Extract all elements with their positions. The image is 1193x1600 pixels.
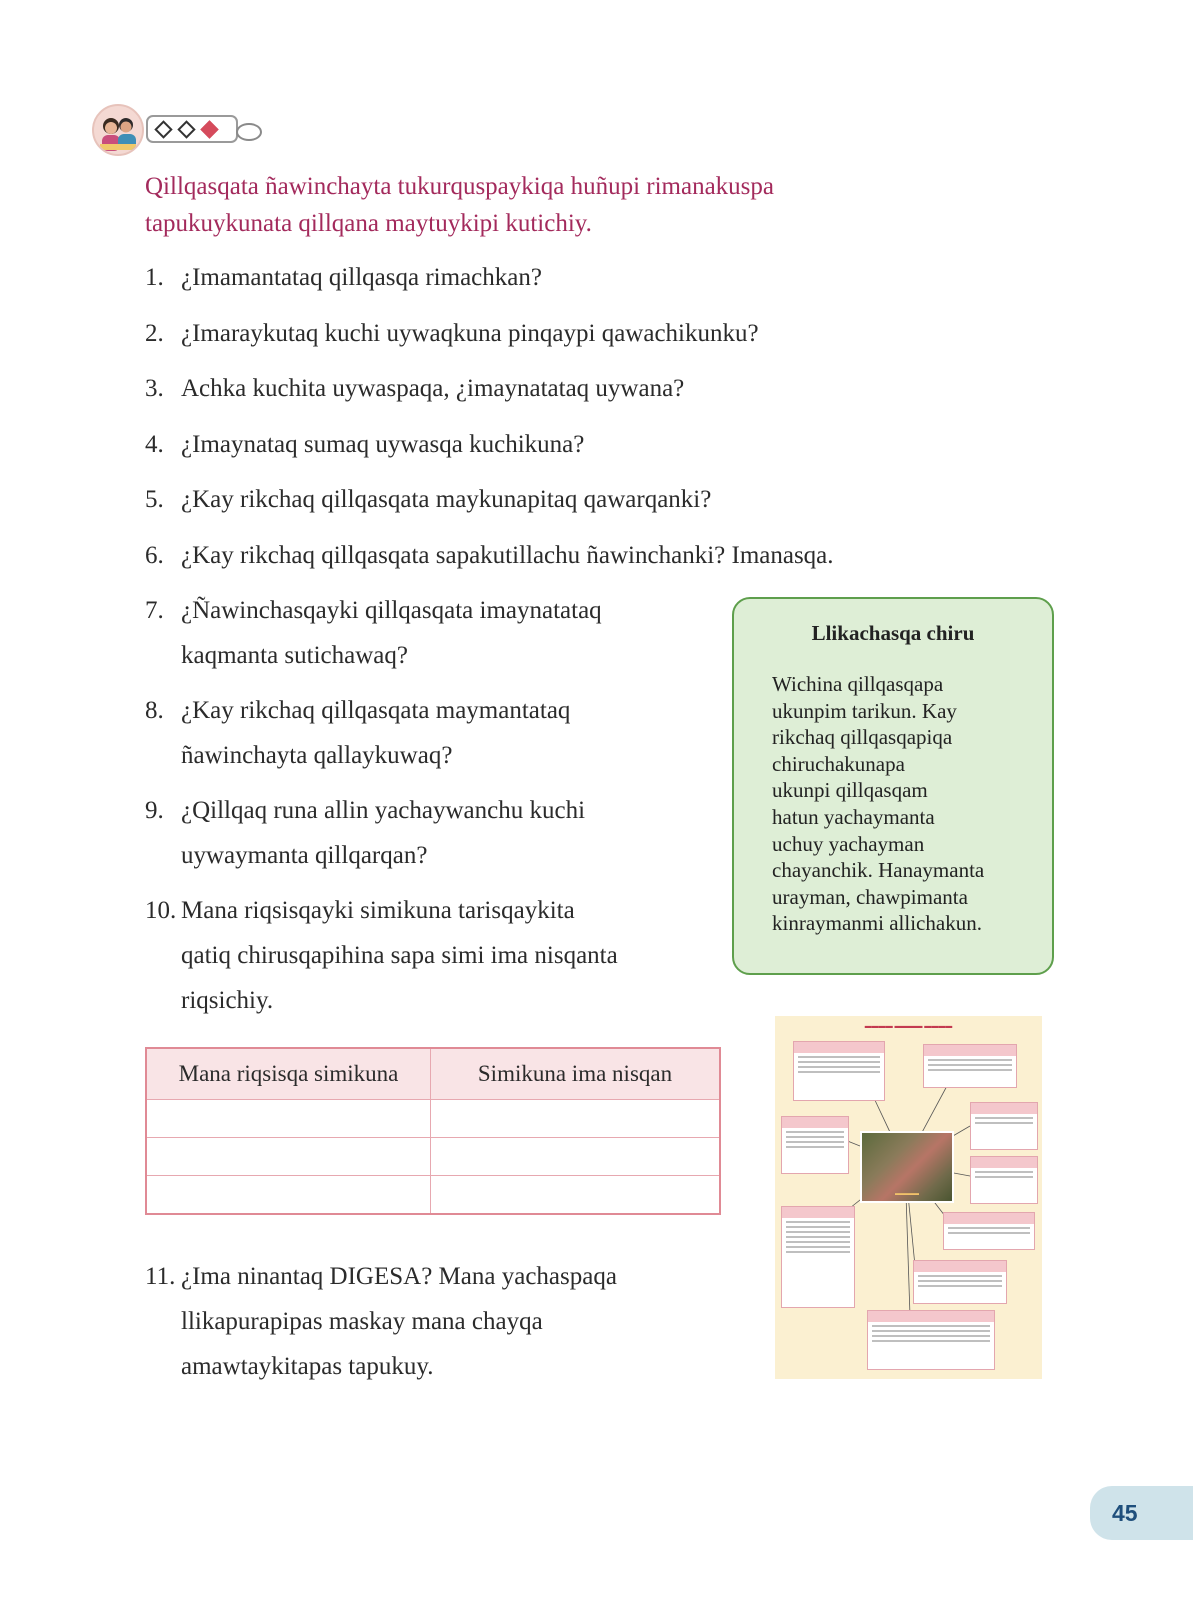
question-text xyxy=(181,888,618,1023)
mindmap-node xyxy=(943,1212,1035,1250)
mindmap-node xyxy=(923,1044,1017,1088)
question-number: 4. xyxy=(145,431,164,458)
question-line: riqsichiy. xyxy=(181,987,274,1014)
question-line: amawtaykitapas tapukuy. xyxy=(181,1353,434,1380)
diamond-empty-icon xyxy=(177,120,195,138)
question-item xyxy=(145,1254,715,1389)
students-avatar-icon xyxy=(92,104,144,156)
question-text: ¿Imaynataq sumaq uywasqa kuchikuna? xyxy=(181,431,585,458)
note-line: uchuy yachayman xyxy=(772,831,925,856)
note-box xyxy=(732,597,1054,975)
question-line: llikapurapipas maskay mana chayqa xyxy=(181,1308,543,1335)
table-cell[interactable] xyxy=(431,1138,721,1176)
question-item xyxy=(145,366,965,411)
note-body xyxy=(772,671,1042,937)
question-number: 11. xyxy=(145,1263,176,1290)
table-row xyxy=(146,1100,720,1138)
question-line: ¿Ima ninantaq DIGESA? Mana yachaspaqa xyxy=(181,1263,617,1290)
question-item xyxy=(145,533,975,578)
note-line: Wichina qillqasqapa xyxy=(772,672,944,696)
question-line: Mana riqsisqayki simikuna tarisqaykita xyxy=(181,897,575,924)
page-number: 45 xyxy=(1090,1486,1193,1540)
table-cell[interactable] xyxy=(146,1100,431,1138)
note-line: rikchaq qillqasqapiqa xyxy=(772,725,953,750)
note-line: ukunpim tarikun. Kay xyxy=(772,698,957,723)
question-text xyxy=(181,788,585,878)
note-line: urayman, chawpimanta xyxy=(772,884,968,909)
question-line: ñawinchayta qallaykuwaq? xyxy=(181,742,453,769)
table-row xyxy=(146,1138,720,1176)
question-item xyxy=(145,422,965,467)
question-text: Achka kuchita uywaspaqa, ¿imaynatataq uywana? xyxy=(181,375,685,402)
column-header: Mana riqsisqa simikuna xyxy=(146,1048,431,1100)
question-line: kaqmanta sutichawaq? xyxy=(181,642,408,669)
question-text: ¿Kay rikchaq qillqasqata sapakutillachu ñawinchanki? Imanasqa. xyxy=(181,542,834,569)
question-number: 7. xyxy=(145,597,164,624)
mindmap-node xyxy=(781,1206,855,1308)
instruction-text xyxy=(145,168,945,242)
mindmap-node xyxy=(867,1310,995,1370)
question-item xyxy=(145,311,965,356)
mindmap-node xyxy=(793,1041,885,1101)
question-item xyxy=(145,688,715,778)
question-number: 6. xyxy=(145,542,164,569)
table-cell[interactable] xyxy=(431,1176,721,1215)
pig-photo-image xyxy=(860,1131,954,1203)
question-line: ¿Kay rikchaq qillqasqata maymantataq xyxy=(181,697,571,724)
table-cell[interactable] xyxy=(431,1100,721,1138)
diamond-filled-icon xyxy=(200,120,218,138)
mindmap-node xyxy=(913,1260,1007,1304)
note-line: chiruchakunapa xyxy=(772,751,905,776)
question-line: uywaymanta qillqarqan? xyxy=(181,842,428,869)
mindmap-thumbnail-image xyxy=(775,1016,1042,1379)
question-text: ¿Imamantataq qillqasqa rimachkan? xyxy=(181,264,542,291)
instruction-line: tapukuykunata qillqana maytuykipi kutichiy. xyxy=(145,210,592,237)
note-line: hatun yachaymanta xyxy=(772,804,935,829)
table-row xyxy=(146,1176,720,1215)
instruction-line: Qillqasqata ñawinchayta tukurquspaykiqa huñupi rimanakuspa xyxy=(145,173,775,200)
question-number: 10. xyxy=(145,897,177,924)
question-number: 2. xyxy=(145,320,164,347)
mindmap-node xyxy=(781,1116,849,1174)
question-line: qatiq chirusqapihina sapa simi ima nisqanta xyxy=(181,942,618,969)
question-text xyxy=(181,588,602,678)
question-text: ¿Imaraykutaq kuchi uywaqkuna pinqaypi qawachikunku? xyxy=(181,320,759,347)
question-number: 9. xyxy=(145,797,164,824)
mindmap-node xyxy=(970,1156,1038,1204)
note-line: kinraymanmi allichakun. xyxy=(772,911,982,936)
question-number: 5. xyxy=(145,486,164,513)
difficulty-diamonds-icon xyxy=(146,115,238,143)
mindmap-title-bar: ▬▬▬▬ ▬▬▬▬ ▬▬▬▬ xyxy=(864,1022,953,1030)
diamond-empty-icon xyxy=(154,120,172,138)
question-item xyxy=(145,588,715,678)
question-number: 1. xyxy=(145,264,164,291)
column-header: Simikuna ima nisqan xyxy=(431,1048,721,1100)
question-item xyxy=(145,788,715,878)
vocabulary-table xyxy=(145,1047,721,1215)
photo-caption-strip: ▬▬▬▬ xyxy=(895,1191,919,1197)
question-number: 3. xyxy=(145,375,164,402)
question-number: 8. xyxy=(145,697,164,724)
question-item xyxy=(145,255,965,300)
question-item xyxy=(145,888,715,1023)
table-header-row xyxy=(146,1048,720,1100)
table-cell[interactable] xyxy=(146,1176,431,1215)
question-line: ¿Ñawinchasqayki qillqasqata imaynatataq xyxy=(181,597,602,624)
question-text xyxy=(181,688,570,778)
question-text: ¿Kay rikchaq qillqasqata maykunapitaq qawarqanki? xyxy=(181,486,712,513)
question-item xyxy=(145,477,965,522)
question-text xyxy=(181,1254,617,1389)
note-line: chayanchik. Hanaymanta xyxy=(772,858,985,883)
note-line: ukunpi qillqasqam xyxy=(772,778,928,803)
table-cell[interactable] xyxy=(146,1138,431,1176)
mindmap-node xyxy=(970,1102,1038,1150)
question-line: ¿Qillqaq runa allin yachaywanchu kuchi xyxy=(181,797,586,824)
tag-loop-icon xyxy=(236,123,262,141)
note-title: Llikachasqa chiru xyxy=(811,621,975,645)
